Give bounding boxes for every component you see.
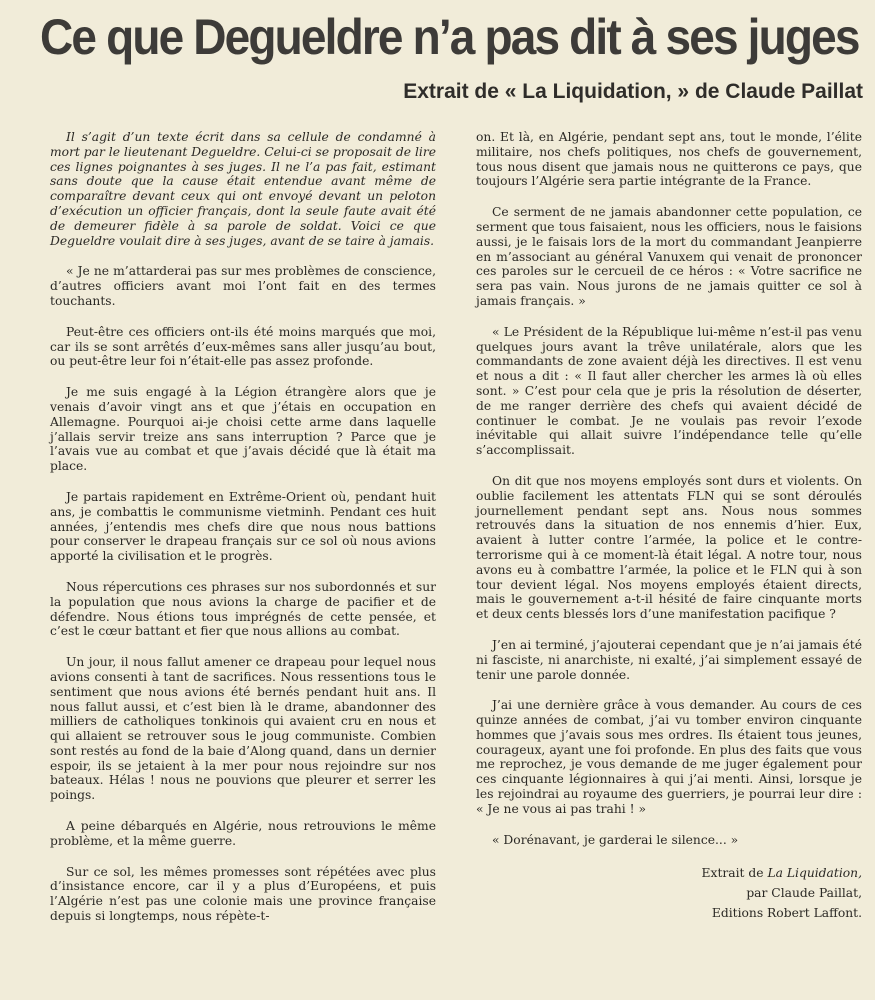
paragraph: Sur ce sol, les mêmes promesses sont répétées avec plus d’insistance encore, car il y a plus d’Européens, et puis l’Algérie n’est pas une colonie mais une province française depuis si longtemps, nous répète-t-	[50, 864, 436, 924]
paragraph: On dit que nos moyens employés sont durs et violents. On oublie facilement les attentats FLN qui se sont déroulés journellement pendant sept ans. Nous nous sommes retrouvés dans la situation de nos ennemis d’hier. Eux, avaient à lutter contre l’armée, la police et le contre-terrorisme qui à ce moment-là était légal. A notre tour, nous avons eu à combattre l’armée, la police et le FLN qui à son tour devient légal. Nos moyens employés étaient directs, mais le gouvernement a-t-il hésité de faire cinquante morts et deux cents blessés lors d’une manifestation pacifique ?	[476, 473, 862, 622]
paragraph: J’ai une dernière grâce à vous demander. Au cours de ces quinze années de combat, j’ai vu tomber environ cinquante hommes que j’avais sous mes ordres. Ils étaient tous jeunes, courageux, ayant une foi profonde. En plus des faits que vous me reprochez, je vous demande de me juger également pour ces cinquante légionnaires à qui j’ai menti. Ainsi, lorsque je les rejoindrai au royaume des guerriers, je pourrai leur dire : « Je ne vous ai pas trahi ! »	[476, 698, 862, 816]
closing-line: « Dorénavant, je garderai le silence... »	[492, 832, 739, 847]
paragraph: Peut-être ces officiers ont-ils été moins marqués que moi, car ils se sont arrêtés d’eux-mêmes sans aller jusqu’au bout, ou peut-être leur foi n’était-elle pas assez profonde.	[50, 324, 436, 369]
paragraph: J’en ai terminé, j’ajouterai cependant que je n’ai jamais été ni fasciste, ni anarchiste, ni exalté, j’ai simplement essayé de tenir une parole donnée.	[476, 637, 862, 682]
paragraph: Nous répercutions ces phrases sur nos subordonnés et sur la population que nous avions la charge de pacifier et de défendre. Nous étions tous imprégnés de cette pensée, et c’est le cœur battant et fier que nous allions au combat.	[50, 579, 436, 639]
paragraph: « Je ne m’attarderai pas sur mes problèmes de conscience, d’autres officiers avant moi l’ont fait en des termes touchants.	[50, 264, 436, 308]
paragraph: Je me suis engagé à la Légion étrangère alors que je venais d’avoir vingt ans et que j’étais en occupation en Allemagne. Pourquoi ai-je choisi cette arme dans laquelle j’allais servir treize ans sans interruption ? Parce que je l’avais vue au combat et que j’avais décidé que là était ma place.	[50, 385, 436, 474]
credits-author: par Claude Paillat,	[746, 886, 862, 901]
paragraph: Ce serment de ne jamais abandonner cette population, ce serment que tous faisaient, nous les officiers, nous le faisions aussi, je le faisais lors de la mort du commandant Jeanpierre en m’associant au général Vanuxem qui venait de prononcer ces paroles sur le cercueil de ce héros : « Votre sacrifice ne sera pas vain. Nous jurons de ne jamais quitter ce sol à jamais français. »	[476, 205, 862, 308]
left-column	[50, 130, 436, 940]
paragraph: Je partais rapidement en Extrême-Orient où, pendant huit ans, je combattis le communisme vietminh. Pendant ces huit années, j’entendis mes chefs dire que nous nous battions pour conserver le drapeau français sur ce sol où nous avions apporté la civilisation et le progrès.	[50, 489, 436, 564]
subtitle: Extrait de « La Liquidation, » de Claude Paillat	[403, 80, 863, 103]
headline: Ce que Degueldre n’a pas dit à ses juges	[40, 9, 859, 65]
paragraph: « Le Président de la République lui-même n’est-il pas venu quelques jours avant la trêve unilatérale, alors que les commandants de zone avaient déjà les directives. Il est venu et nous a dit : « Il faut aller chercher les armes là où elles sont. » C’est pour cela que je pris la résolution de déserter, de me ranger derrière des chefs qui avaient décidé de continuer le combat. Je ne voulais pas revoir l’exode inévitable qui allait suivre l’indépendance telle qu’elle s’accomplissait.	[476, 324, 862, 458]
right-column	[476, 130, 862, 923]
paragraph: on. Et là, en Algérie, pendant sept ans, tout le monde, l’élite militaire, nos chefs politiques, nos chefs de gouvernement, tous nous disent que jamais nous ne quitterons ce pays, que toujours l’Algérie sera partie intégrante de la France.	[476, 130, 862, 189]
credits-prefix: Extrait de	[701, 866, 768, 881]
intro-paragraph: Il s’agit d’un texte écrit dans sa cellule de condamné à mort par le lieutenant Degueldre. Celui-ci se proposait de lire ces lignes poignantes à ses juges. Il ne l’a pas fait, estimant sans doute que la cause était entendue avant même de comparaître devant ceux qui ont envoyé devant un peloton d’exécution un officier français, dont la seule faute avait été de demeurer fidèle à sa parole de soldat. Voici ce que Degueldre voulait dire à ses juges, avant de se taire à jamais.	[50, 130, 436, 248]
paragraph: A peine débarqués en Algérie, nous retrouvions le même problème, et la même guerre.	[50, 819, 436, 848]
paragraph: Un jour, il nous fallut amener ce drapeau pour lequel nous avions consenti à tant de sacrifices. Nous ressentions tous le sentiment que nous avions été bernés pendant huit ans. Il nous fallut aussi, et c’est bien là le drame, abandonner des milliers de catholiques tonkinois qui avaient cru en nous et qui allaient se retrouver sous le joug communiste. Combien sont restés au fond de la baie d’Along quand, dans un dernier espoir, ils se jetaient à la mer pour nous rejoindre sur nos bateaux. Hélas ! nous ne pouvions que pleurer et serrer les poings.	[50, 655, 436, 803]
credits-publisher: Editions Robert Laffont.	[711, 906, 862, 921]
credits	[476, 863, 862, 923]
book-title: La Liquidation,	[767, 866, 862, 881]
credits-line-1	[476, 863, 862, 883]
